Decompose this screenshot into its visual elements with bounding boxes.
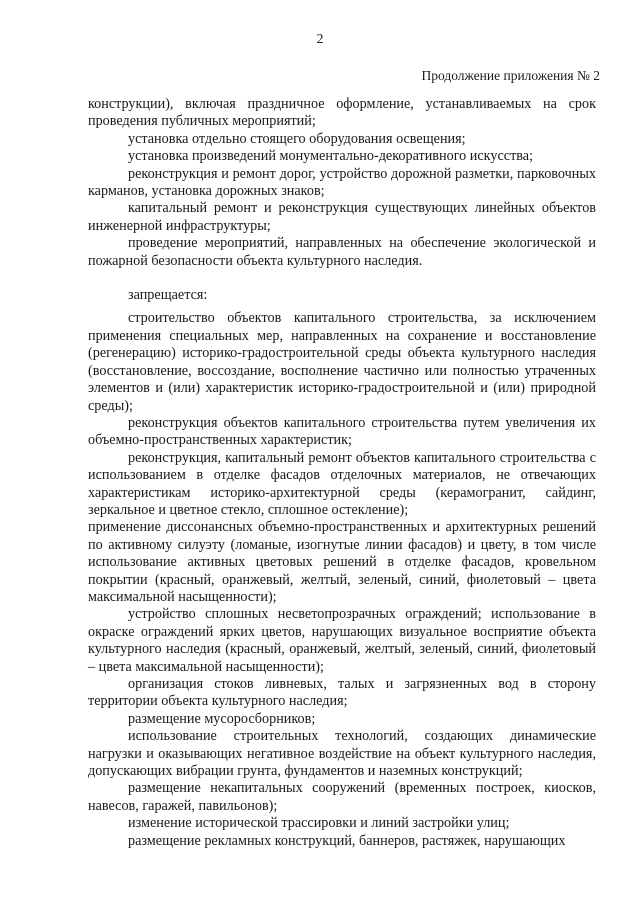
paragraph: организация стоков ливневых, талых и загрязненных вод в сторону территории объекта культурного наследия;	[88, 676, 596, 710]
section-heading-prohibited: запрещается:	[128, 287, 208, 304]
paragraph: использование строительных технологий, создающих динамические нагрузки и оказывающих негативное воздействие на объект культурного наследия, допускающих вибрации грунта, фундаментов и наземных конструкций;	[88, 728, 596, 780]
paragraph: установка отдельно стоящего оборудования освещения;	[128, 130, 466, 147]
paragraph: строительство объектов капитального строительства, за исключением применения специальных мер, направленных на сохранение и восстановление (регенерацию) историко-градостроительной среды объекта культурного наследия (восстановление, воссоздание, восполнение частично или полностью утраченных элементов и (или) характеристик историко-градостроительной и (или) природной среды);	[88, 310, 596, 414]
paragraph: размещение мусоросборников;	[128, 710, 316, 727]
document-body	[88, 96, 596, 850]
paragraph: изменение исторической трассировки и линий застройки улиц;	[128, 815, 510, 832]
paragraph: размещение рекламных конструкций, баннеров, растяжек, нарушающих	[128, 832, 566, 849]
paragraph: реконструкция и ремонт дорог, устройство дорожной разметки, парковочных карманов, установка дорожных знаков;	[88, 165, 596, 200]
paragraph: установка произведений монументально-декоративного искусства;	[128, 148, 534, 165]
paragraph: реконструкция объектов капитального строительства путем увеличения их объемно-пространственных характеристик;	[88, 414, 596, 449]
paragraph: размещение некапитальных сооружений (временных построек, киосков, навесов, гаражей, павильонов);	[88, 780, 596, 814]
paragraph: применение диссонансных объемно-пространственных и архитектурных решений по активному силуэту (ломаные, изогнутые линии фасадов) и цвету, в том числе использование активных цветовых решений в отделке фасадов, кровельном покрытии (красный, оранжевый, желтый, зеленый, синий, фиолетовый – цвета максимальной насыщенности);	[88, 519, 596, 605]
paragraph: конструкции), включая праздничное оформление, устанавливаемых на срок проведения публичных мероприятий;	[88, 96, 596, 130]
page-number: 2	[316, 32, 324, 47]
appendix-continuation-label: Продолжение приложения № 2	[421, 68, 600, 83]
paragraph: устройство сплошных несветопрозрачных ограждений; использование в окраске ограждений ярких цветов, нарушающих визуальное восприятие объекта культурного наследия (красный, оранжевый, желтый, зеленый, синий, фиолетовый – цвета максимальной насыщенности);	[88, 606, 596, 675]
paragraph: реконструкция, капитальный ремонт объектов капитального строительства с использованием в отделке фасадов отделочных материалов, не отвечающих характеристикам историко-архитектурной среды (керамогранит, сайдинг, зеркальное и цветное стекло, сплошное остекление);	[88, 449, 596, 518]
paragraph: капитальный ремонт и реконструкция существующих линейных объектов инженерной инфраструктуры;	[88, 200, 596, 234]
paragraph: проведение мероприятий, направленных на обеспечение экологической и пожарной безопасности объекта культурного наследия.	[88, 235, 596, 269]
